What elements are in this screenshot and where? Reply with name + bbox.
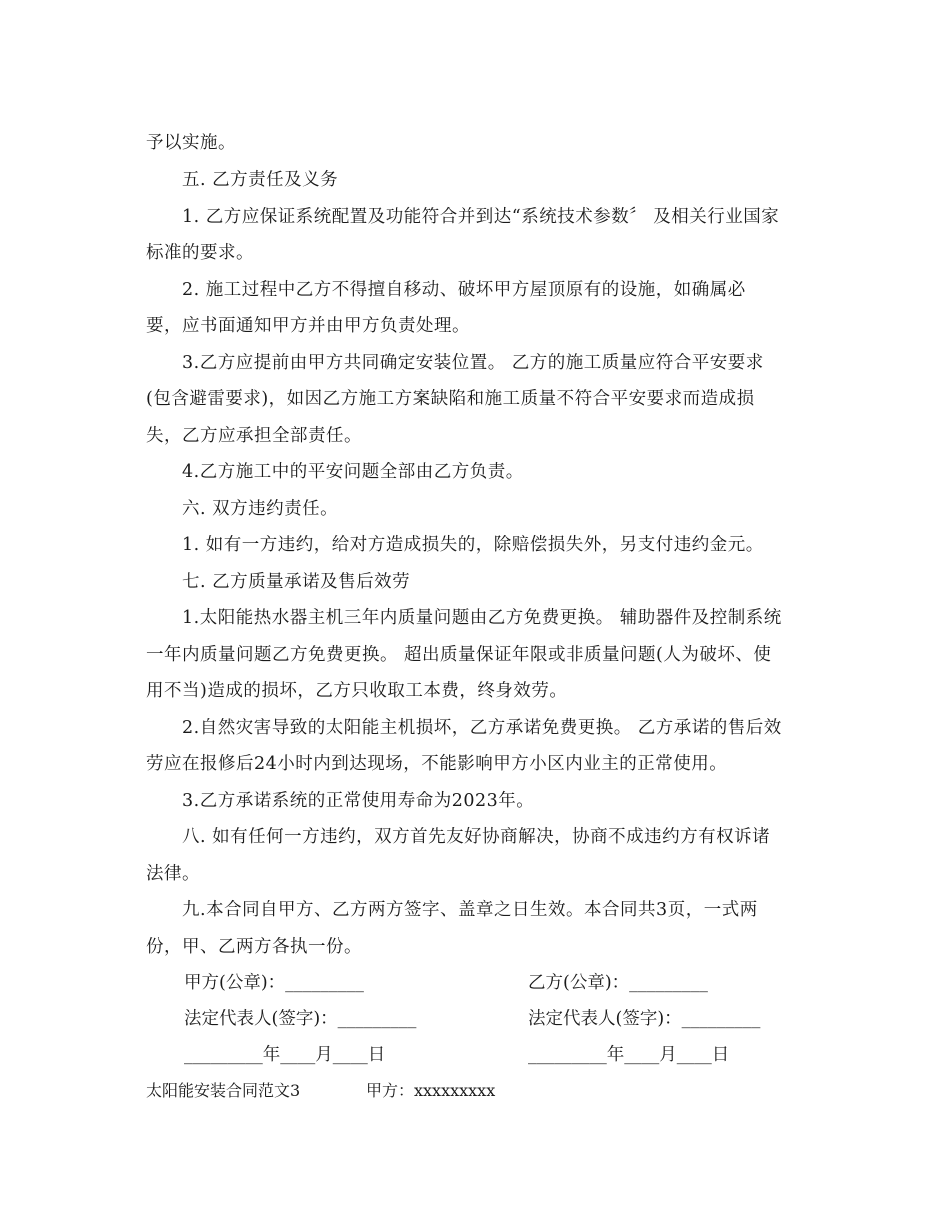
party-a-representative-line: 法定代表人(签字)：_________ (184, 1009, 417, 1029)
paragraph-line: 3.乙方应提前由甲方共同确定安装位置。 乙方的施工质量应符合平安要求 (182, 353, 764, 373)
paragraph-line: 用不当)造成的损坏，乙方只收取工本费，终身效劳。 (146, 681, 568, 701)
paragraph-line: 份，甲、乙两方各执一份。 (146, 937, 362, 957)
section-heading-5: 五. 乙方责任及义务 (182, 170, 339, 190)
party-a-date-line: _________年____月____日 (184, 1045, 386, 1065)
paragraph-line: 要，应书面通知甲方并由甲方负责处理。 (146, 316, 470, 336)
paragraph-line: 一年内质量问题乙方免费更换。 超出质量保证年限或非质量问题(人为破坏、使 (146, 645, 772, 665)
paragraph-line: 予以实施。 (146, 133, 236, 153)
paragraph-line: 失，乙方应承担全部责任。 (146, 426, 362, 446)
section-heading-9: 九.本合同自甲方、乙方两方签字、盖章之日生效。本合同共3页，一式两 (182, 900, 758, 920)
paragraph-line: 1.太阳能热水器主机三年内质量问题由乙方免费更换。 辅助器件及控制系统 (182, 608, 782, 628)
paragraph-line: 2. 施工过程中乙方不得擅自移动、破坏甲方屋顶原有的设施，如确属必 (182, 280, 746, 300)
party-b-seal-line: 乙方(公章)：_________ (528, 973, 708, 993)
section-heading-7: 七. 乙方质量承诺及售后效劳 (182, 572, 411, 592)
party-b-representative-line: 法定代表人(签字)：_________ (528, 1009, 761, 1029)
section-heading-8: 八. 如有任何一方违约，双方首先友好协商解决，协商不成违约方有权诉诸 (182, 827, 771, 847)
paragraph-line: 劳应在报修后24小时内到达现场，不能影响甲方小区内业主的正常使用。 (146, 754, 728, 774)
paragraph-line: (包含避雷要求)，如因乙方施工方案缺陷和施工质量不符合平安要求而造成损 (146, 389, 755, 409)
paragraph-line: 1. 如有一方违约，给对方造成损失的，除赔偿损失外，另支付违约金元。 (182, 535, 764, 555)
party-b-date-line: _________年____月____日 (528, 1045, 730, 1065)
party-a-seal-line: 甲方(公章)：_________ (184, 973, 364, 993)
section-heading-6: 六. 双方违约责任。 (182, 499, 339, 519)
paragraph-line: 4.乙方施工中的平安问题全部由乙方负责。 (182, 462, 524, 482)
paragraph-line: 法律。 (146, 864, 200, 884)
paragraph-line: 3.乙方承诺系统的正常使用寿命为2023年。 (182, 791, 535, 811)
paragraph-line: 1. 乙方应保证系统配置及功能符合并到达“系统技术参数〞 及相关行业国家 (182, 207, 780, 227)
next-document-party-a: 甲方：xxxxxxxxx (366, 1081, 496, 1100)
paragraph-line: 标准的要求。 (146, 243, 254, 263)
next-document-title: 太阳能安装合同范文3 (146, 1081, 301, 1100)
paragraph-line: 2.自然灾害导致的太阳能主机损坏，乙方承诺免费更换。 乙方承诺的售后效 (182, 718, 782, 738)
